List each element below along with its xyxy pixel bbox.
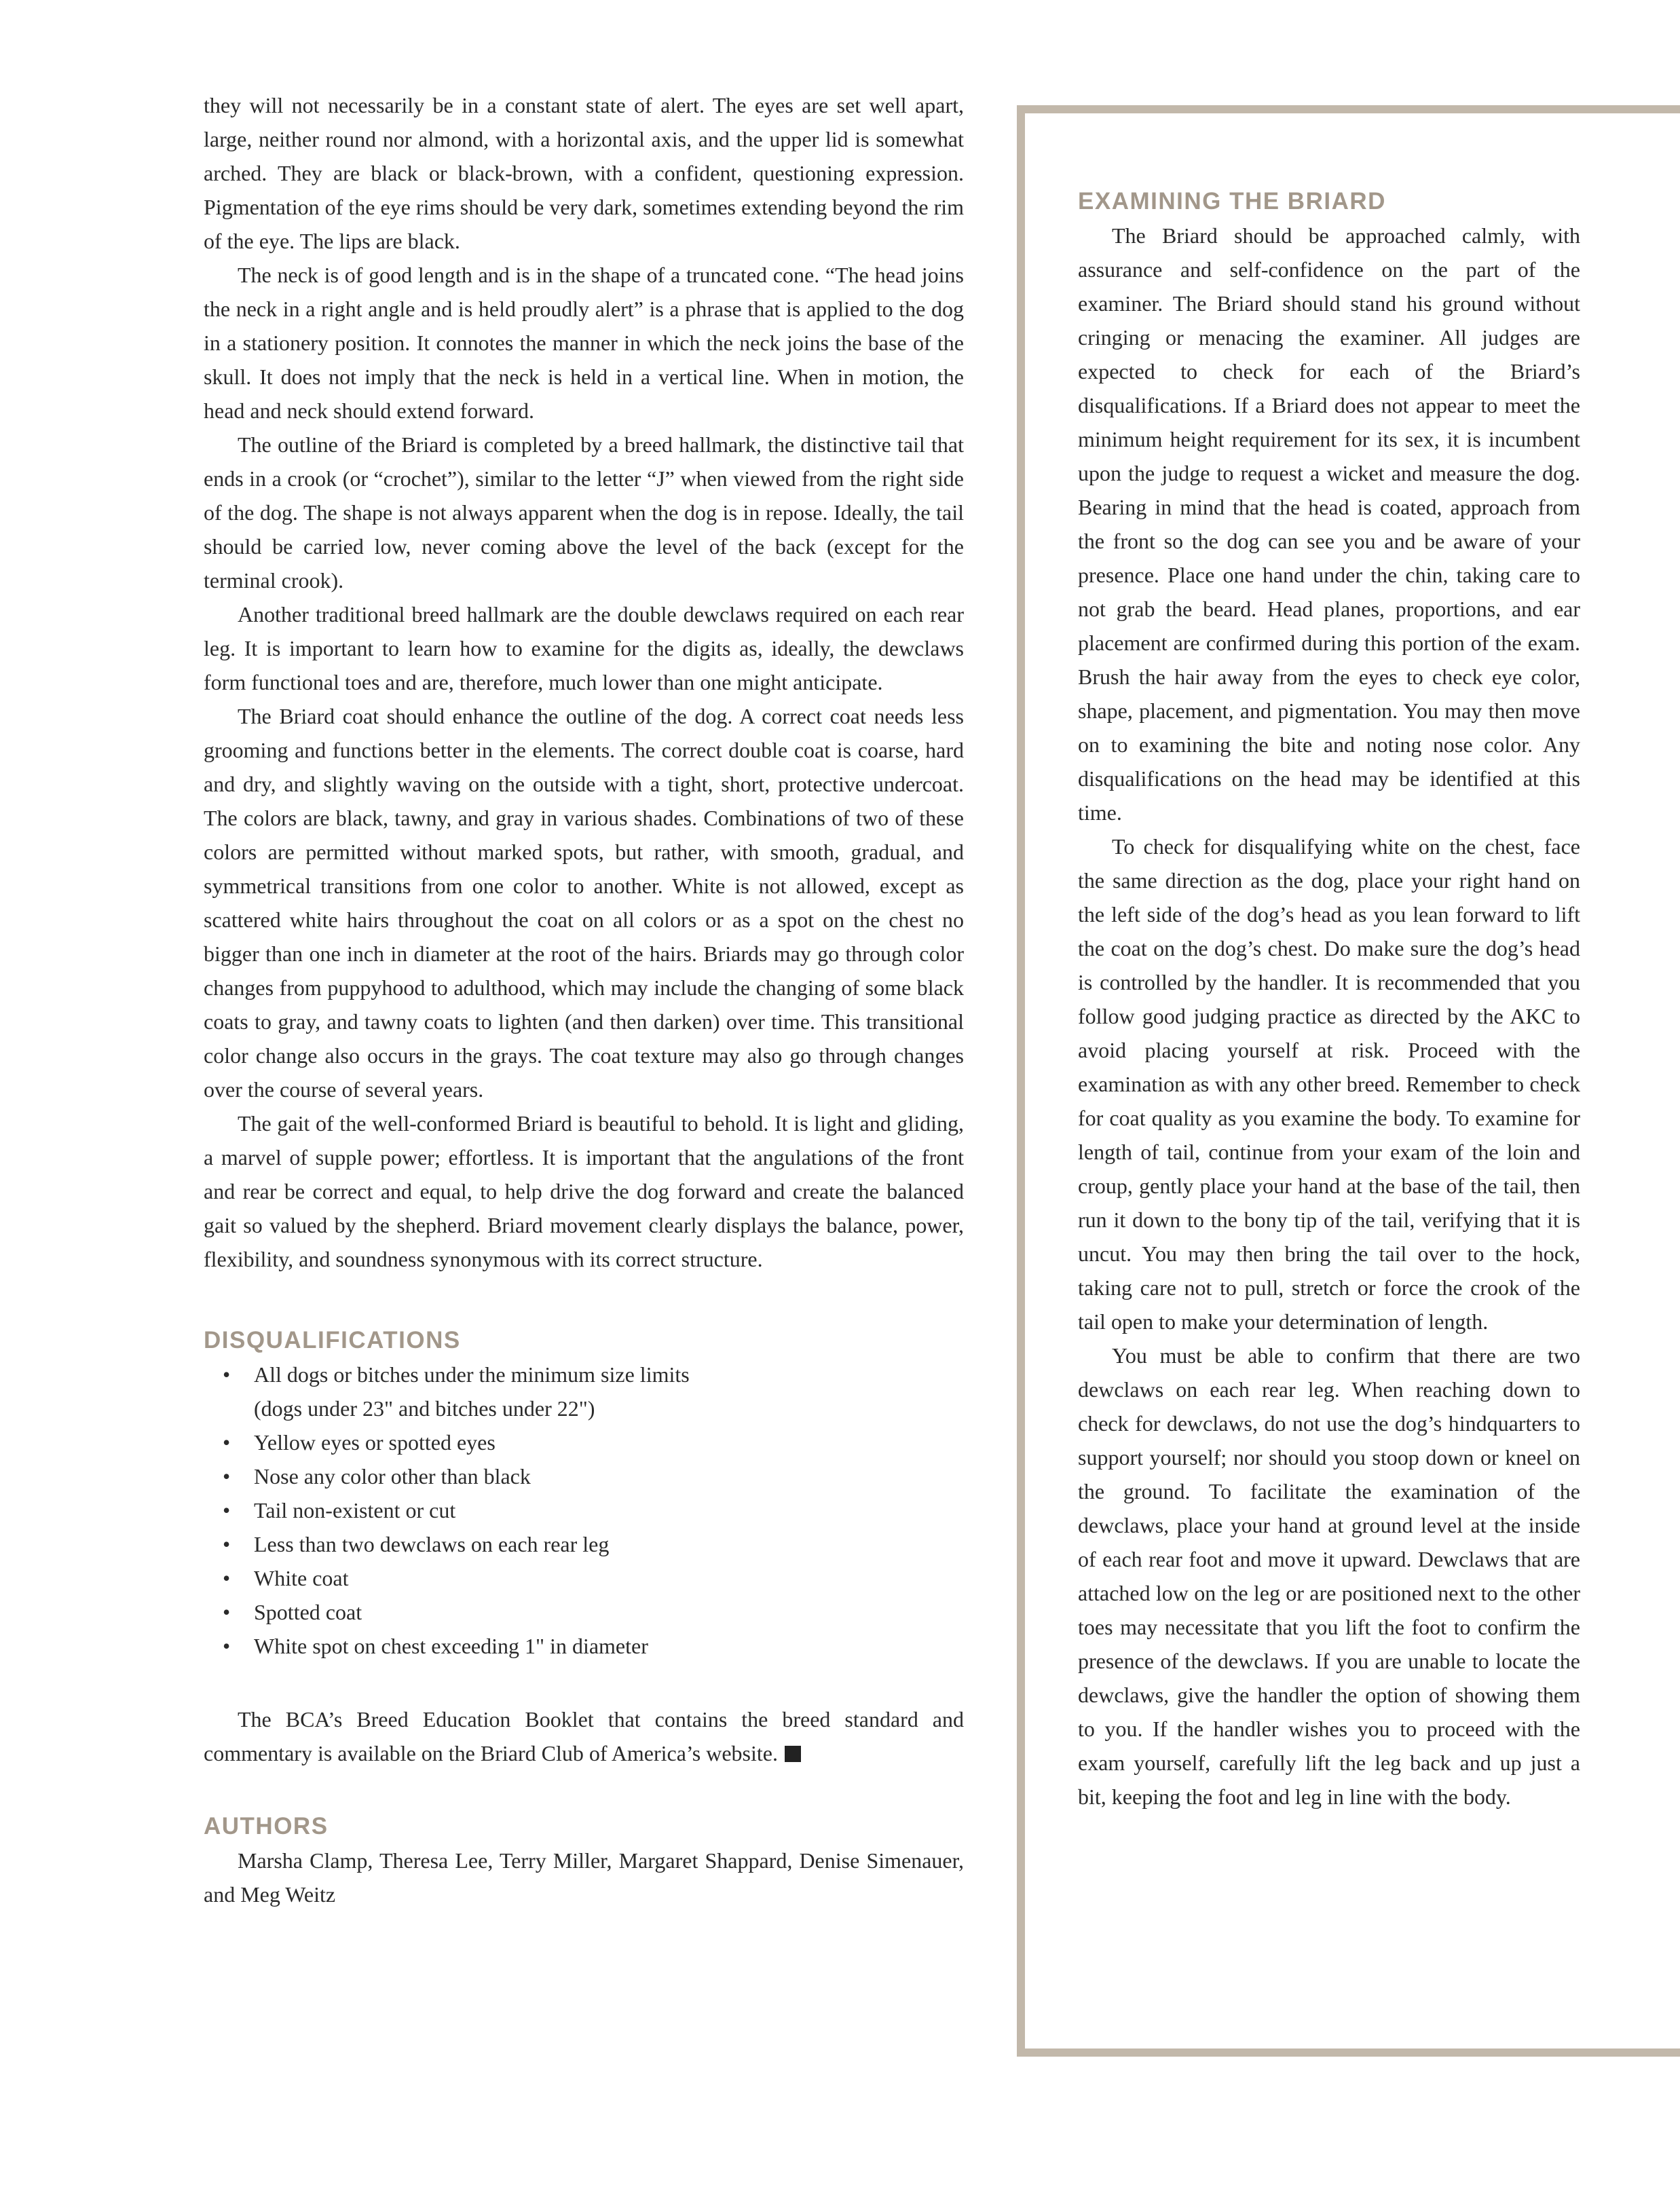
body-paragraph: Another traditional breed hallmark are the double dewclaws required on each rear leg. It is important to learn how to examine for the digits as, ideally, the dewclaws form functional toes and are, therefore, much lower than one might anticipate.: [204, 602, 964, 694]
sidebar-heading: EXAMINING THE BRIARD: [1078, 188, 1386, 214]
list-item: • All dogs or bitches under the minimum size limits (dogs under 23" and bitches under 22"): [223, 1358, 964, 1425]
authors-names: Marsha Clamp, Theresa Lee, Terry Miller, Margaret Shappard, Denise Simenauer, and Meg Weitz: [204, 1848, 964, 1907]
list-item: • Tail non-existent or cut: [223, 1493, 964, 1527]
body-paragraph: they will not necessarily be in a constant state of alert. The eyes are set well apart, large, neither round nor almond, with a horizontal axis, and the upper lid is somewhat arched. They are black or black-brown, with a confident, questioning expression. Pigmentation of the eye rims should be very dark, sometimes extending beyond the rim of the eye. The lips are black.: [204, 93, 964, 253]
body-paragraph: The outline of the Briard is completed by a breed hallmark, the distinctive tail that ends in a crook (or “crochet”), similar to the letter “J” when viewed from the right side of the dog. The shape is not always apparent when the dog is in repose. Ideally, the tail should be carried low, never coming above the level of the back (except for the terminal crook).: [204, 432, 964, 593]
disqualifications-heading: DISQUALIFICATIONS: [204, 1327, 461, 1353]
closing-paragraph: The BCA’s Breed Education Booklet that contains the breed standard and commentary is available on the Briard Club of America’s website.: [204, 1707, 964, 1765]
sidebar-paragraph: The Briard should be approached calmly, with assurance and self-confidence on the part of the examiner. The Briard should stand his ground without cringing or menacing the examiner. All judges are expected to check for each of the Briard’s disqualifications. If a Briard does not appear to meet the minimum height requirement for its sex, it is incumbent upon the judge to request a wicket and measure the dog. Bearing in mind that the head is coated, approach from the front so the dog can see you and be aware of your presence. Place one hand under the chin, taking care to not grab the beard. Head planes, proportions, and ear placement are confirmed during this portion of the exam. Brush the hair away from the eyes to check eye color, shape, placement, and pigmentation. You may then move on to examining the bite and noting nose color. Any disqualifications on the head may be identified at this time.: [1078, 223, 1580, 825]
disqualifications-section: [204, 1324, 964, 1663]
list-item: • Nose any color other than black: [223, 1459, 964, 1493]
sidebar-column: [1078, 185, 1580, 1814]
authors-section: [204, 1810, 964, 1911]
disqualifications-list: [204, 1358, 964, 1663]
sidebar-paragraph: To check for disqualifying white on the chest, face the same direction as the dog, place your right hand on the left side of the dog’s head as you lean forward to lift the coat on the dog’s chest. Do make sure the dog’s head is controlled by the handler. It is recommended that you follow good judging practice as directed by the AKC to avoid placing yourself at risk. Proceed with the examination as with any other breed. Remember to check for coat quality as you examine the body. To examine for length of tail, continue from your exam of the loin and croup, gently place your hand at the base of the tail, then run it down to the bony tip of the tail, verifying that it is uncut. You may then bring the tail over to the hock, taking care not to pull, stretch or force the crook of the tail open to make your determination of length.: [1078, 834, 1580, 1334]
list-item: • Spotted coat: [223, 1595, 964, 1629]
end-mark-icon: [785, 1746, 801, 1762]
body-paragraph: The gait of the well-conformed Briard is beautiful to behold. It is light and gliding, a marvel of supple power; effortless. It is important that the angulations of the front and rear be correct and equal, to help drive the dog forward and create the balanced gait so valued by the shepherd. Briard movement clearly displays the balance, power, flexibility, and soundness synonymous with its correct structure.: [204, 1111, 964, 1271]
main-column: [204, 88, 964, 1911]
authors-heading: AUTHORS: [204, 1813, 329, 1839]
list-item: • Yellow eyes or spotted eyes: [223, 1425, 964, 1459]
body-paragraph: The Briard coat should enhance the outline of the dog. A correct coat needs less grooming and functions better in the elements. The correct double coat is coarse, hard and dry, and slightly waving on the outside with a tight, short, protective undercoat. The colors are black, tawny, and gray in various shades. Combinations of two of these colors are permitted without marked spots, but rather, with smooth, gradual, and symmetrical transitions from one color to another. White is not allowed, except as scattered white hairs throughout the coat on all colors or as a spot on the chest no bigger than one inch in diameter at the root of the hairs. Briards may go through color changes from puppyhood to adulthood, which may include the changing of some black coats to gray, and tawny coats to lighten (and then darken) over time. This transitional color change also occurs in the grays. The coat texture may also go through changes over the course of several years.: [204, 704, 964, 1102]
list-item: • White coat: [223, 1561, 964, 1595]
sidebar-paragraph: You must be able to confirm that there are two dewclaws on each rear leg. When reaching down to check for dewclaws, do not use the dog’s hindquarters to support yourself; nor should you stoop down or kneel on the ground. To facilitate the examination of the dewclaws, place your hand at ground level at the inside of each rear foot and move it upward. Dewclaws that are attached low on the leg or are positioned next to the other toes may necessitate that you lift the foot to confirm the presence of the dewclaws. If you are unable to locate the dewclaws, give the handler the option of showing them to you. If the handler wishes you to proceed with the exam yourself, carefully lift the leg back and up just a bit, keeping the foot and leg in line with the body.: [1078, 1343, 1580, 1809]
closing-section: [204, 1702, 964, 1770]
list-item: • White spot on chest exceeding 1" in diameter: [223, 1629, 964, 1663]
list-item: • Less than two dewclaws on each rear leg: [223, 1527, 964, 1561]
body-paragraph: The neck is of good length and is in the shape of a truncated cone. “The head joins the neck in a right angle and is held proudly alert” is a phrase that is applied to the dog in a stationery position. It connotes the manner in which the neck joins the base of the skull. It does not imply that the neck is held in a vertical line. When in motion, the head and neck should extend forward.: [204, 263, 964, 423]
